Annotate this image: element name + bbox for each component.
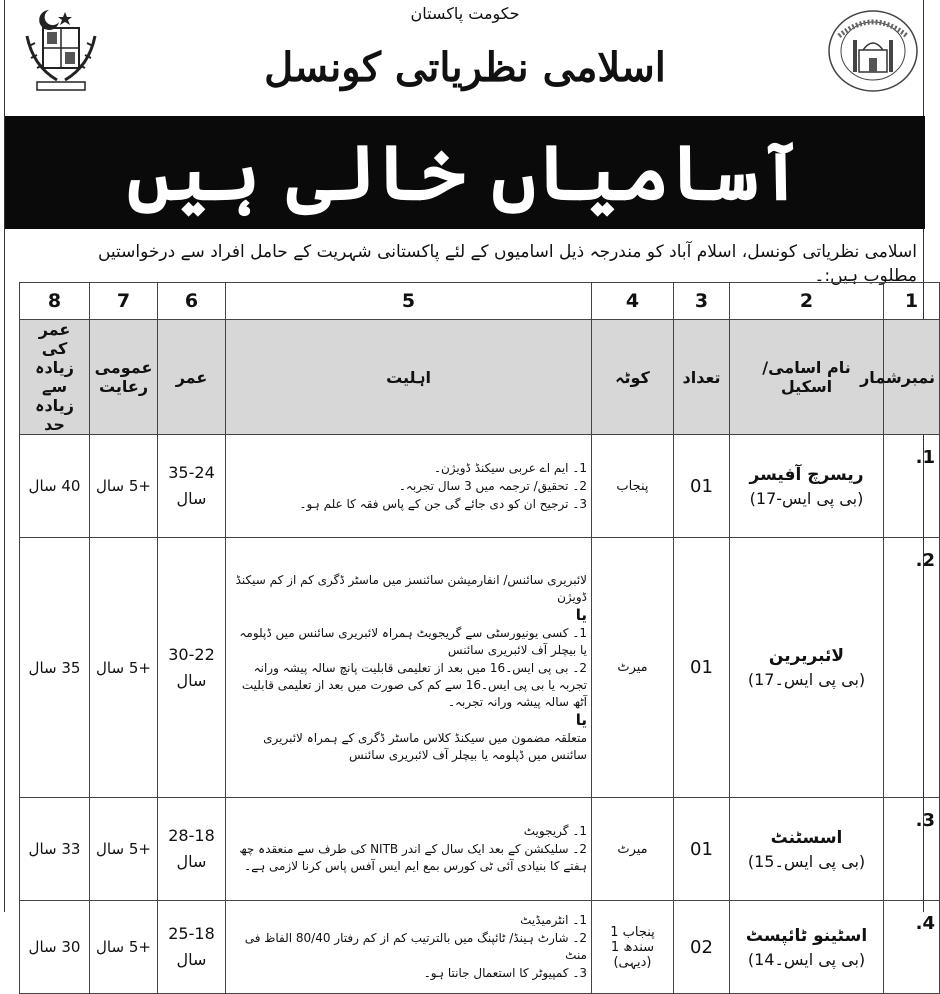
column-number: 1 — [884, 283, 940, 320]
qualification-line: 2۔ سلیکشن کے بعد ایک سال کے اندر NITB کی طرف سے منعقدہ چھ ہفتے کا بنیادی آئی ٹی کورس بمع ایم ایس آفس پاس کرنا لازمی ہے۔ — [239, 842, 587, 873]
column-number: 8 — [20, 283, 90, 320]
age-range: 25-18 — [168, 924, 215, 943]
qualification-line: لائبریری سائنس/ انفارمیشن سائنسز میں ماسٹر ڈگری کم از کم سیکنڈ ڈویژن — [235, 572, 587, 604]
max-age: 30 سال — [20, 901, 90, 994]
serial-number: 2. — [884, 538, 940, 798]
table-row — [20, 798, 940, 901]
post-cell — [730, 798, 884, 901]
max-age: 33 سال — [20, 798, 90, 901]
column-number: 5 — [226, 283, 592, 320]
age-range: 35-24 — [168, 463, 215, 482]
column-number: 4 — [592, 283, 674, 320]
max-age: 40 سال — [20, 435, 90, 538]
header-age: عمر — [158, 320, 226, 435]
qualification-line: 1۔ ایم اے عربی سیکنڈ ڈویژن۔ — [433, 460, 587, 475]
header-serial: نمبرشمار — [884, 320, 940, 435]
age-cell — [158, 538, 226, 798]
qualification-cell — [226, 798, 592, 901]
post-cell — [730, 901, 884, 994]
vacancies-banner: آسامیاں خالی ہیں — [5, 116, 925, 229]
organization-title: اسلامی نظریاتی کونسل — [264, 44, 666, 91]
age-unit: سال — [176, 670, 207, 690]
quota: میرٹ — [592, 538, 674, 798]
header-row — [20, 320, 940, 435]
header-post: نام اسامی/ اسکیل — [730, 320, 884, 435]
post-count: 01 — [674, 538, 730, 798]
government-line: حکومت پاکستان — [410, 4, 520, 23]
post-count: 01 — [674, 798, 730, 901]
header-qualification: اہلیت — [226, 320, 592, 435]
qualification-line: 1۔ انٹرمیڈیٹ — [520, 913, 587, 927]
post-cell — [730, 435, 884, 538]
post-cell — [730, 538, 884, 798]
quota: میرٹ — [592, 798, 674, 901]
qualification-line: 2۔ بی پی ایس۔16 میں بعد از تعلیمی قابلیت پانچ سالہ پیشہ ورانہ تجربہ یا بی پی ایس۔16 سے کم کی صورت میں بعد از تعلیمی قابلیت آٹھ سالہ پیشہ ورانہ تجربہ۔ — [241, 660, 587, 709]
qualification-line: 2۔ شارٹ ہینڈ/ ٹائپنگ میں بالترتیب کم از کم رفتار 80/40 الفاظ فی منٹ — [244, 931, 587, 962]
age-cell — [158, 798, 226, 901]
header-general-relaxation: عمومی رعایت — [90, 320, 158, 435]
council-logo-icon — [825, 6, 921, 96]
vacancies-table — [19, 282, 940, 994]
qualification-line: 3۔ ترجیح ان کو دی جائے گی جن کے پاس فقہ کا علم ہو۔ — [299, 496, 587, 511]
qualification-cell — [226, 435, 592, 538]
general-relaxation: +5 سال — [90, 435, 158, 538]
advertisement-page — [4, 0, 935, 980]
post-name: ریسرچ آفیسر — [749, 464, 864, 485]
post-name: اسٹینو ٹائپسٹ — [745, 925, 868, 946]
age-cell — [158, 901, 226, 994]
table-row — [20, 435, 940, 538]
age-unit: سال — [176, 489, 207, 508]
age-cell — [158, 435, 226, 538]
qualification-or: یا — [575, 710, 587, 729]
age-range: 30-22 — [168, 644, 215, 664]
post-count: 02 — [674, 901, 730, 994]
column-number: 2 — [730, 283, 884, 320]
header-count: تعداد — [674, 320, 730, 435]
post-scale: (بی پی ایس۔14) — [747, 949, 866, 969]
qualification-line: متعلقہ مضمون میں سیکنڈ کلاس ماسٹر ڈگری کے ہمراہ لائبریری سائنس میں ڈپلومہ یا بیچلر آف لائبریری سائنس — [263, 730, 587, 762]
age-unit: سال — [176, 950, 207, 969]
intro-text: اسلامی نظریاتی کونسل، اسلام آباد کو مندرجہ ذیل اسامیوں کے لئے پاکستانی شہریت کے حامل افراد سے درخواستیں مطلوب ہیں:۔ — [97, 242, 917, 286]
qualification-cell — [226, 901, 592, 994]
qualification-cell — [226, 538, 592, 798]
column-number: 7 — [90, 283, 158, 320]
post-scale: (بی پی ایس۔15) — [747, 851, 866, 871]
header-max-age: عمر کی زیادہ سے زیادہ حد — [20, 320, 90, 435]
post-scale: (بی پی ایس۔17) — [747, 670, 866, 689]
quota: پنجاب 1 سندھ 1 (دیہی) — [592, 901, 674, 994]
qualification-line: 1۔ گریجویٹ — [523, 824, 587, 838]
age-range: 28-18 — [168, 826, 215, 845]
qualification-line: 3۔ کمپیوٹر کا استعمال جانتا ہو۔ — [423, 966, 587, 980]
serial-number: 3. — [884, 798, 940, 901]
general-relaxation: +5 سال — [90, 798, 158, 901]
qualification-line: 1۔ کسی یونیورسٹی سے گریجویٹ ہمراہ لائبریری سائنس میں ڈپلومہ یا بیچلر آف لائبریری سائنس — [239, 625, 587, 657]
quota: پنجاب — [592, 435, 674, 538]
serial-number: 4. — [884, 901, 940, 994]
table-row — [20, 901, 940, 994]
header-quota: کوٹہ — [592, 320, 674, 435]
post-scale: (بی پی ایس-17) — [749, 488, 864, 508]
general-relaxation: +5 سال — [90, 901, 158, 994]
general-relaxation: +5 سال — [90, 538, 158, 798]
post-count: 01 — [674, 435, 730, 538]
qualification-or: یا — [575, 605, 587, 624]
post-name: اسسٹنٹ — [770, 827, 843, 848]
post-name: لائبریرین — [768, 646, 845, 666]
serial-number: 1. — [884, 435, 940, 538]
column-number-row — [20, 283, 940, 320]
age-unit: سال — [176, 852, 207, 871]
table-row — [20, 538, 940, 798]
column-number: 3 — [674, 283, 730, 320]
column-number: 6 — [158, 283, 226, 320]
max-age: 35 سال — [20, 538, 90, 798]
qualification-line: 2۔ تحقیق/ ترجمہ میں 3 سال تجربہ۔ — [398, 478, 587, 493]
